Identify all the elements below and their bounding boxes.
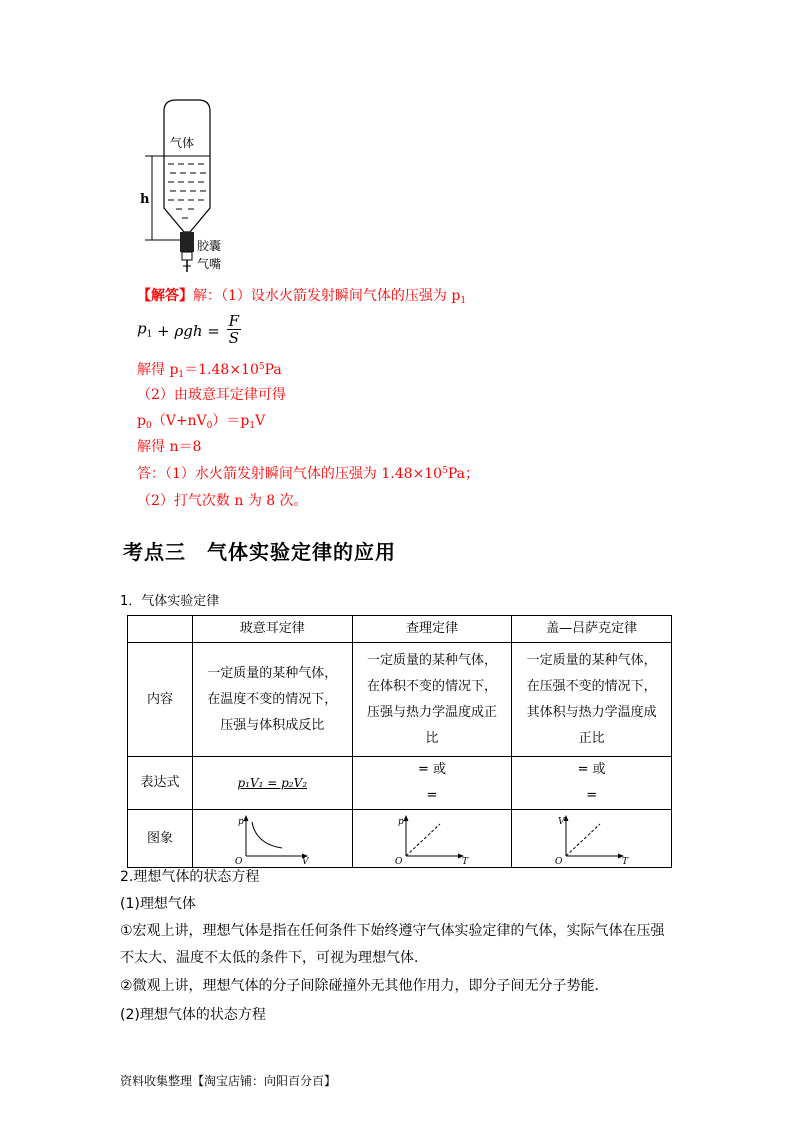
content-line: 在温度不变的情况下， [207,691,338,707]
gas-laws-table [127,615,672,868]
formula-p: p [137,319,147,338]
eq-p1-sub: 1 [249,421,256,431]
content-line: 一定质量的某种气体， [366,652,497,668]
content-line: 其体积与热力学温度成 [526,704,657,720]
content-line: 压强与体积成反比 [220,717,325,733]
content-cell [512,643,672,757]
graph-cell [512,810,672,868]
expr-cell [512,757,672,810]
formula-p-sub: 1 [146,329,153,340]
formula-numerator: F [228,312,240,330]
table-header-row [128,616,672,643]
eq-mid: （V+nV [151,413,207,429]
eq-p0: p [137,413,146,429]
content-line: 一定质量的某种气体， [526,652,657,668]
expr-line: = 或 [577,762,606,777]
graph-charles-o: O [394,856,403,864]
result1-pre: 解得 p [137,362,179,378]
graph-gaylussac-y: V [557,816,565,827]
table-header-cell [128,616,193,643]
ans2-text: （2）打气次数 n 为 8 次。 [137,493,308,509]
water-rocket-figure [140,96,250,276]
graph-boyle-x: V [302,856,309,864]
table-header-cell: 玻意耳定律 [192,616,352,643]
formula-middle: + ρgh = [157,321,220,340]
content-line: 比 [425,730,439,746]
label-gas: 气体 [170,136,195,150]
graph-gaylussac-o: O [554,856,563,864]
table-header-cell: 查理定律 [352,616,512,643]
result1-sup: 5 [258,362,265,372]
result2-text: 解得 n＝8 [137,439,202,455]
expr-line: = 或 [417,762,446,777]
expr-cell [352,757,512,810]
content-cell [352,643,512,757]
item2-2-heading: (2)理想气体的状态方程 [120,1007,266,1023]
content-line: 正比 [578,730,605,746]
expr-boyle: p₁V₁ = p₂V₂ [237,775,308,790]
result1-mid: ＝1.48×10 [184,362,259,378]
graph-charles [392,814,472,864]
answer-equation [137,410,265,431]
eq-tail: V [255,413,266,429]
answer-result1 [137,359,282,380]
result1-unit: Pa [264,362,282,378]
eq-v0-sub: 0 [206,421,213,431]
eq-p0-sub: 0 [145,421,152,431]
answer-step2 [137,384,286,404]
ans1-post: Pa； [447,466,479,482]
table-row-graph [128,810,672,868]
label-valve: 胶囊 [197,239,222,253]
graph-gaylussac [552,814,632,864]
row-label: 图象 [128,810,193,868]
formula-denominator: S [228,329,240,347]
answer-tag: 【解答】 [137,288,193,304]
answer-formula [137,313,241,349]
answer-result2 [137,436,201,456]
expr-line: = [586,788,598,803]
paragraph-macro-line2: 不太大、温度不太低的条件下，可视为理想气体． [120,950,428,966]
expr-line: = [426,788,438,803]
answer-final2 [137,490,308,510]
graph-gaylussac-x: T [621,856,628,864]
table-header-cell: 盖—吕萨克定律 [512,616,672,643]
content-line: 在压强不变的情况下， [526,678,657,694]
ans1-sup: 5 [442,466,448,476]
answer-final1 [137,463,479,483]
paragraph-micro: ②微观上讲，理想气体的分子间除碰撞外无其他作用力，即分子间无分子势能． [120,978,609,994]
formula-fraction [227,313,241,346]
answer-intro [137,285,466,306]
graph-charles-x: T [461,856,468,864]
section-title: 考点三 气体实验定律的应用 [123,540,396,564]
content-cell [192,643,352,757]
graph-cell [192,810,352,868]
row-label: 表达式 [128,757,193,810]
answer-intro-text: 解：（1）设水火箭发射瞬间气体的压强为 p [193,288,461,304]
result1-sub: 1 [178,370,185,380]
table-row-content [128,643,672,757]
table-row-expression [128,757,672,810]
graph-cell [352,810,512,868]
graph-boyle-y: p [238,816,245,827]
content-line: 在体积不变的情况下， [366,678,497,694]
content-line: 压强与热力学温度成正 [366,704,497,720]
graph-boyle-o: O [235,856,243,864]
water-rocket-drawing [140,96,250,276]
content-line: 一定质量的某种气体， [207,665,338,681]
eq-end: ）＝p [212,413,250,429]
row-label: 内容 [128,643,193,757]
paragraph-macro-line1: ①宏观上讲，理想气体是指在任何条件下始终遵守气体实验定律的气体，实际气体在压强 [120,923,665,939]
step2-text: （2）由玻意耳定律可得 [137,387,286,403]
item2-1-heading: (1)理想气体 [120,896,196,912]
item2-heading: 2.理想气体的状态方程 [120,869,260,885]
answer-intro-sub: 1 [460,296,467,306]
label-h: h [140,192,150,207]
graph-charles-y: p [397,816,404,827]
expr-cell [192,757,352,810]
label-nozzle: 气嘴 [197,257,222,271]
item1-heading: 1．气体实验定律 [120,594,220,609]
ans1-pre: 答：（1）水火箭发射瞬间气体的压强为 1.48×10 [137,466,443,482]
page-footer: 资料收集整理【淘宝店铺：向阳百分百】 [120,1074,337,1088]
graph-boyle [232,814,312,864]
